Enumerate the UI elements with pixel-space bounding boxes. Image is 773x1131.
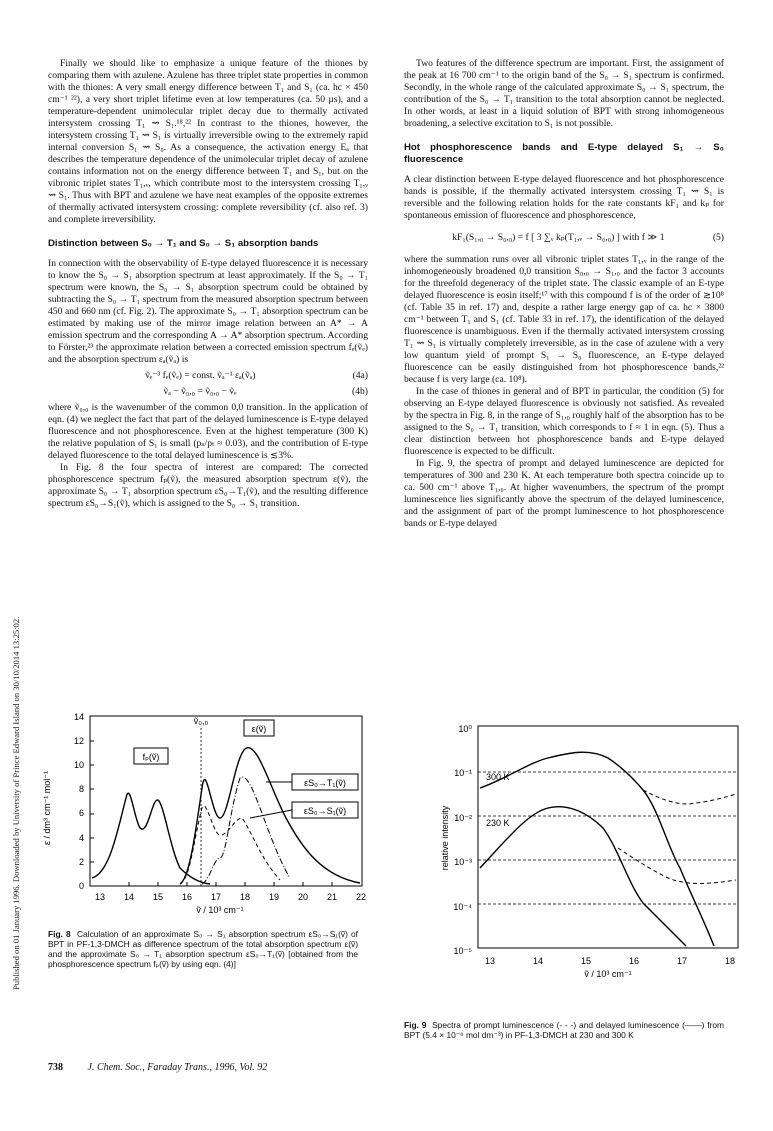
y-tick-label: 10⁻³ bbox=[454, 857, 472, 867]
x-tick-label: 15 bbox=[580, 956, 592, 966]
figure-9-caption bbox=[404, 1020, 724, 1040]
equation-body: ṽₑ⁻³ fₑ(ṽₑ) = const. ṽₐ⁻¹ εₐ(ṽₐ) bbox=[145, 370, 256, 381]
equation-5 bbox=[404, 232, 724, 244]
prompt-300k-curve bbox=[643, 790, 736, 804]
paragraph: Two features of the difference spectrum are important. First, the assignment of the peak at 16 700 cm⁻¹ to the origin band of the S₀ → S₁ spectrum is confirmed. Secondly, in the whole range of the calculated approximate S₀ → S₁ spectrum, the contribution of the S₀ → T₁ transition to the total absorption cannot be neglected. In other words, at least in a liquid solution of BPT with strong inhomogeneous broadening, a selective excitation to S₁ is not possible. bbox=[404, 58, 724, 129]
delayed-300k-curve bbox=[480, 752, 714, 946]
x-tick-label: 14 bbox=[123, 892, 135, 902]
y-tick-label: 10⁻² bbox=[454, 813, 472, 823]
y-tick-label: 6 bbox=[78, 808, 84, 818]
equation-number: (4b) bbox=[352, 386, 368, 397]
y-tick-label: 10⁻⁴ bbox=[453, 902, 472, 912]
equation-4b bbox=[48, 386, 368, 398]
prompt-230k-curve bbox=[618, 848, 736, 884]
x-tick-label: 18 bbox=[724, 956, 736, 966]
figure-8-caption bbox=[48, 929, 358, 969]
figure-8 bbox=[30, 708, 370, 918]
page-number: 738 bbox=[48, 1062, 63, 1073]
paragraph: where the summation runs over all vibronic triplet states T₁,ᵥ in the range of the inhomogeneously broadened 0,0 transition S₀,₀ → S₁,₀ and the factor 3 accounts for the threefold degeneracy of the triplet state. The classic example of an E-type delayed fluorescence is eosin itself;¹⁷ with this compound f is of the order of ≳10⁸ (cf. Table 35 in ref. 17) and, despite a rather large energy gap of ca. hc × 3800 cm⁻¹ between T₁ and S₁ (cf. Table 33 in ref. 17), the identification of the delayed fluorescence is unambiguous. Even if the thermally activated intersystem crossing T₁ ⇝ S₁ is virtually completely irreversible, as in the case of azulene with a very low quantum yield of prompt S₁ → S₀ fluorescence, an E-type delayed fluorescence can be easily distinguished from hot phosphorescence bands,²² because f is very large (ca. 10⁸). bbox=[404, 254, 724, 385]
label-eps: ε(ṽ) bbox=[251, 724, 267, 734]
y-tick-label: 14 bbox=[73, 712, 84, 722]
equation-body: kF₁(S₁,₀ → S₀,₀) = f [ 3 ∑ᵥ kₚ(T₁,ᵥ → S₀,₀) ] with f ≫ 1 bbox=[452, 232, 665, 243]
equation-4a bbox=[48, 370, 368, 382]
section-heading: Distinction between S₀ → T₁ and S₀ → S₁ absorption bands bbox=[48, 238, 319, 249]
x-tick-label: 17 bbox=[210, 892, 222, 902]
equation-number: (4a) bbox=[352, 370, 368, 381]
label-s0-s1: εS₀→S₁(ṽ) bbox=[303, 806, 347, 816]
label-230k: 230 K bbox=[486, 818, 510, 828]
x-tick-label: 15 bbox=[152, 892, 164, 902]
caption-label: Fig. 8 bbox=[48, 929, 71, 939]
phosphorescence-curve bbox=[92, 793, 210, 884]
figure-9 bbox=[418, 718, 748, 979]
paragraph: Finally we should like to emphasize a unique feature of the thiones by comparing them with azulene. Azulene has three triplet state properties in common with the thiones: A very small energy difference between T₁ and S₁ (ca. hc × 450 cm⁻¹ ²²), a very short triplet lifetime even at low temperatures (ca. 50 µs), and a temperature-dependent unimolecular triplet decay due to thermally activated intersystem crossing T₁ ⇝ S₁.¹⁸,²² In contrast to the thiones, however, the intersystem crossing T₁ ⇝ S₁ is virtually irreversible owing to the extremely rapid internal conversion S₁ ⇝ S₀. As a consequence, the activation energy Eₐ that describes the temperature dependence of the unimolecular triplet decay of azulene contains information not on the energy difference between T₁ and S₁, but on the vibronic triplet states T₁,ᵥ, which contribute most to the intersystem crossing T₁,ᵥ ⇝ S₁. Thus with BPT and azulene we have neat examples of the opposite extremes of thermally activated intersystem crossing: complete reversibility (cf. also ref. 3) and complete irreversibility. bbox=[48, 58, 368, 225]
x-tick-label: 16 bbox=[628, 956, 640, 966]
y-tick-label: 10 bbox=[73, 760, 84, 770]
y-tick-label: 4 bbox=[78, 833, 84, 843]
x-tick-label: 20 bbox=[297, 892, 309, 902]
y-tick-label: 12 bbox=[73, 736, 84, 746]
y-tick-label: 2 bbox=[78, 857, 84, 867]
equation-number: (5) bbox=[712, 232, 724, 243]
x-tick-label: 13 bbox=[94, 892, 106, 902]
y-tick-label: 8 bbox=[78, 784, 84, 794]
y-tick-label: 10⁰ bbox=[458, 724, 472, 734]
x-tick-label: 19 bbox=[268, 892, 280, 902]
caption-text: Spectra of prompt luminescence (- - -) and delayed luminescence (——) from BPT (5.4 × 10⁻⁶ mol dm⁻³) in PF-1,3-DMCH at 230 and 300 K bbox=[404, 1020, 724, 1040]
x-axis-label: ṽ / 10³ cm⁻¹ bbox=[584, 969, 632, 979]
s0-t1-curve bbox=[180, 806, 280, 884]
y-tick-label: 10⁻⁵ bbox=[453, 946, 472, 956]
download-sidebar-note bbox=[4, 170, 21, 990]
caption-label: Fig. 9 bbox=[404, 1020, 427, 1030]
figure-8-plot bbox=[30, 708, 370, 918]
label-s0-t1: εS₀→T₁(ṽ) bbox=[304, 778, 346, 788]
paragraph: In connection with the observability of E-type delayed fluorescence it is necessary to know the S₀ → S₁ absorption spectrum at least approximately. If the S₀ → T₁ spectrum were known, the S₀ → S₁ absorption spectrum could be obtained by subtracting the S₀ → T₁ spectrum from the measured absorption spectrum between 450 and 660 nm (cf. Fig. 2). The approximate S₀ → T₁ absorption spectrum can be estimated by making use of the mirror image relation between an A* → A emission spectrum and the corresponding A → A* absorption spectrum. According to Förster,²³ the approximate relation between a corrected emission spectrum fₑ(ṽₑ) and the absorption spectrum εₐ(ṽₐ) is bbox=[48, 258, 368, 365]
y-tick-label: 10⁻¹ bbox=[454, 768, 472, 778]
label-fp: fₚ(ṽ) bbox=[142, 752, 160, 762]
paragraph: where ṽ₀,₀ is the wavenumber of the common 0,0 transition. In the application of eqn. (4) we neglect the fact that part of the delayed luminescence is E-type delayed fluorescence and not phosphorescence. Even at the highest temperature (300 K) the relative population of S₁ is small (pₛ/pₜ ≈ 0.03), and the contribution of E-type delayed fluorescence to the total delayed luminescence is ≲3%. bbox=[48, 402, 368, 461]
x-tick-label: 13 bbox=[484, 956, 496, 966]
paragraph: In Fig. 8 the four spectra of interest are compared: The corrected phosphorescence spectrum fₚ(ṽ), the measured absorption spectrum ε(ṽ), the approximate S₀ → T₁ absorption spectrum εS₀→T₁(ṽ), and the resulting difference spectrum εS₀→S₁(ṽ), which is assigned to the S₀ → S₁ transition. bbox=[48, 462, 368, 509]
equation-body: ṽₐ − ṽ₀,₀ = ṽ₀,₀ − ṽₑ bbox=[163, 386, 237, 397]
paragraph: In Fig. 9, the spectra of prompt and delayed luminescence are depicted for temperatures of 300 and 230 K. At each temperature both spectra coincide up to ca. 500 cm⁻¹ above T₁,₀. At higher wavenumbers, the spectrum of the prompt luminescence lies significantly above the spectrum of the delayed luminescence, and the assignment of part of the prompt luminescence to hot phosphorescence bands or E-type delayed bbox=[404, 458, 724, 529]
sidebar-text: Published on 01 January 1996. Downloaded by University of Prince Edward Island on 30/10/2014 13:25:02. bbox=[11, 616, 21, 990]
paragraph: A clear distinction between E-type delayed fluorescence and hot phosphorescence bands is possible, if the thermally activated intersystem crossing T₁ ⇝ S₁ is reversible and the following relation holds for the rate constants kF₁ and kₚ for spontaneous emission of fluorescence and phosphorescence, bbox=[404, 174, 724, 221]
x-tick-label: 21 bbox=[326, 892, 338, 902]
x-tick-label: 14 bbox=[532, 956, 544, 966]
x-tick-label: 22 bbox=[355, 892, 367, 902]
section-heading: Hot phosphorescence bands and E-type delayed S₁ → S₀ fluorescence bbox=[404, 142, 724, 165]
page-footer bbox=[48, 1062, 267, 1073]
y-axis-label: ε / dm³ cm⁻¹ mol⁻¹ bbox=[42, 770, 52, 846]
s0-s1-curve bbox=[202, 777, 290, 884]
y-tick-label: 0 bbox=[78, 881, 84, 891]
journal-citation: J. Chem. Soc., Faraday Trans., 1996, Vol. 92 bbox=[87, 1062, 268, 1073]
label-v00: ṽ₀,₀ bbox=[193, 716, 209, 726]
x-axis-label: ṽ / 10³ cm⁻¹ bbox=[196, 905, 244, 915]
delayed-230k-curve bbox=[480, 807, 686, 946]
x-tick-label: 16 bbox=[181, 892, 193, 902]
x-tick-label: 18 bbox=[239, 892, 251, 902]
caption-text: Calculation of an approximate S₀ → S₁ absorption spectrum εS₀→S₁(ṽ) of BPT in PF-1,3-DMCH as difference spectrum of the total absorption spectrum ε(ṽ) and the approximate S₀ → T₁ absorption spectrum εS₀→T₁(ṽ) [obtained from the phosphorescence spectrum fₚ(ṽ) by using eqn. (4)] bbox=[48, 929, 359, 969]
label-300k: 300 K bbox=[486, 772, 510, 782]
x-tick-label: 17 bbox=[676, 956, 688, 966]
left-column bbox=[48, 58, 368, 510]
plot-frame bbox=[90, 716, 362, 886]
paragraph: In the case of thiones in general and of BPT in particular, the condition (5) for observing an E-type delayed fluorescence is obviously not satisfied. As revealed by the spectra in Fig. 8, in the range of S₁,₀ roughly half of the absorption has to be assigned to the S₀ → T₁ transition, which corresponds to f ≈ 1 in eqn. (5). Thus a clear distinction between hot phosphorescence bands and E-type delayed fluorescence is expected to be difficult. bbox=[404, 386, 724, 457]
figure-9-plot bbox=[418, 718, 748, 1018]
right-column bbox=[404, 58, 724, 530]
y-axis-label: relative intensity bbox=[440, 805, 450, 871]
